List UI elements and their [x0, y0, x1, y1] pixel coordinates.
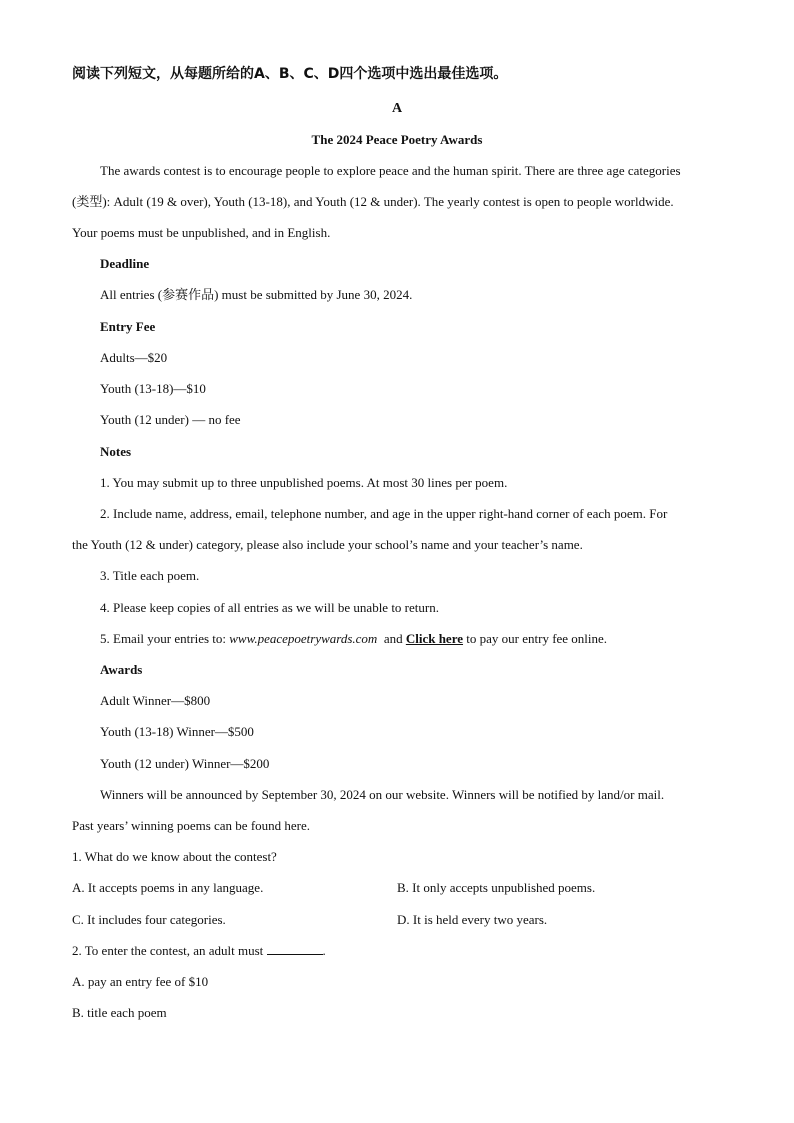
notes-heading: Notes — [100, 444, 132, 459]
deadline-text: All entries (参赛作品) must be submitted by June 30, 2024. — [100, 287, 413, 302]
question-1-option-c[interactable]: C. It includes four categories. — [72, 912, 226, 927]
note-3: 3. Title each poem. — [100, 568, 200, 583]
intro-line-2: (类型): Adult (19 & over), Youth (13-18), and Youth (12 & under). The yearly contest is open to people worldwide. — [72, 194, 674, 209]
intro-line-3: Your poems must be unpublished, and in English. — [72, 225, 331, 240]
question-1-option-a[interactable]: A. It accepts poems in any language. — [72, 880, 264, 895]
section-letter: A — [391, 101, 403, 116]
instruction: 阅读下列短文，从每题所给的A、B、C、D四个选项中选出最佳选项。 — [72, 66, 508, 82]
note-4: 4. Please keep copies of all entries as we will be unable to return. — [100, 600, 439, 615]
entry-fee-heading: Entry Fee — [100, 319, 156, 334]
note-2-line-2: the Youth (12 & under) category, please also include your school’s name and your teacher’s name. — [72, 537, 583, 552]
question-1-option-d[interactable]: D. It is held every two years. — [397, 912, 548, 927]
intro-line-1: The awards contest is to encourage people to explore peace and the human spirit. There are three age categories — [100, 163, 681, 178]
question-2-option-a[interactable]: A. pay an entry fee of $10 — [72, 974, 209, 989]
question-2-stem-end: . — [322, 943, 326, 958]
closing-line-2: Past years’ winning poems can be found here. — [72, 818, 311, 833]
entry-fee-youth-13-18: Youth (13-18)—$10 — [100, 381, 206, 396]
question-2-stem — [72, 943, 722, 959]
note-5-suffix: to pay our entry fee online. — [463, 631, 608, 646]
entry-fee-youth-12-under: Youth (12 under) — no fee — [100, 412, 241, 427]
entry-fee-adults: Adults—$20 — [100, 350, 168, 365]
question-1-stem: 1. What do we know about the contest? — [72, 849, 277, 864]
pay-fee-link[interactable]: Click here — [405, 631, 464, 646]
deadline-heading: Deadline — [100, 256, 150, 271]
answer-blank — [267, 943, 323, 955]
note-5 — [100, 631, 722, 647]
note-5-prefix: 5. Email your entries to: — [100, 631, 230, 646]
award-youth-12-under: Youth (12 under) Winner—$200 — [100, 756, 270, 771]
note-1: 1. You may submit up to three unpublished poems. At most 30 lines per poem. — [100, 475, 508, 490]
award-youth-13-18: Youth (13-18) Winner—$500 — [100, 724, 254, 739]
entry-email-url[interactable]: www.peacepoetrywards.com — [229, 631, 378, 646]
question-2-option-b[interactable]: B. title each poem — [72, 1005, 167, 1020]
note-5-mid: and — [377, 631, 406, 646]
question-1-option-b[interactable]: B. It only accepts unpublished poems. — [397, 880, 596, 895]
closing-line-1: Winners will be announced by September 30, 2024 on our website. Winners will be notified by land/or mail. — [100, 787, 665, 802]
passage-title: The 2024 Peace Poetry Awards — [311, 132, 483, 147]
award-adult: Adult Winner—$800 — [100, 693, 211, 708]
note-2-line-1: 2. Include name, address, email, telephone number, and age in the upper right-hand corner of each poem. For — [100, 506, 668, 521]
awards-heading: Awards — [100, 662, 143, 677]
question-2-stem-text: 2. To enter the contest, an adult must — [72, 943, 267, 958]
